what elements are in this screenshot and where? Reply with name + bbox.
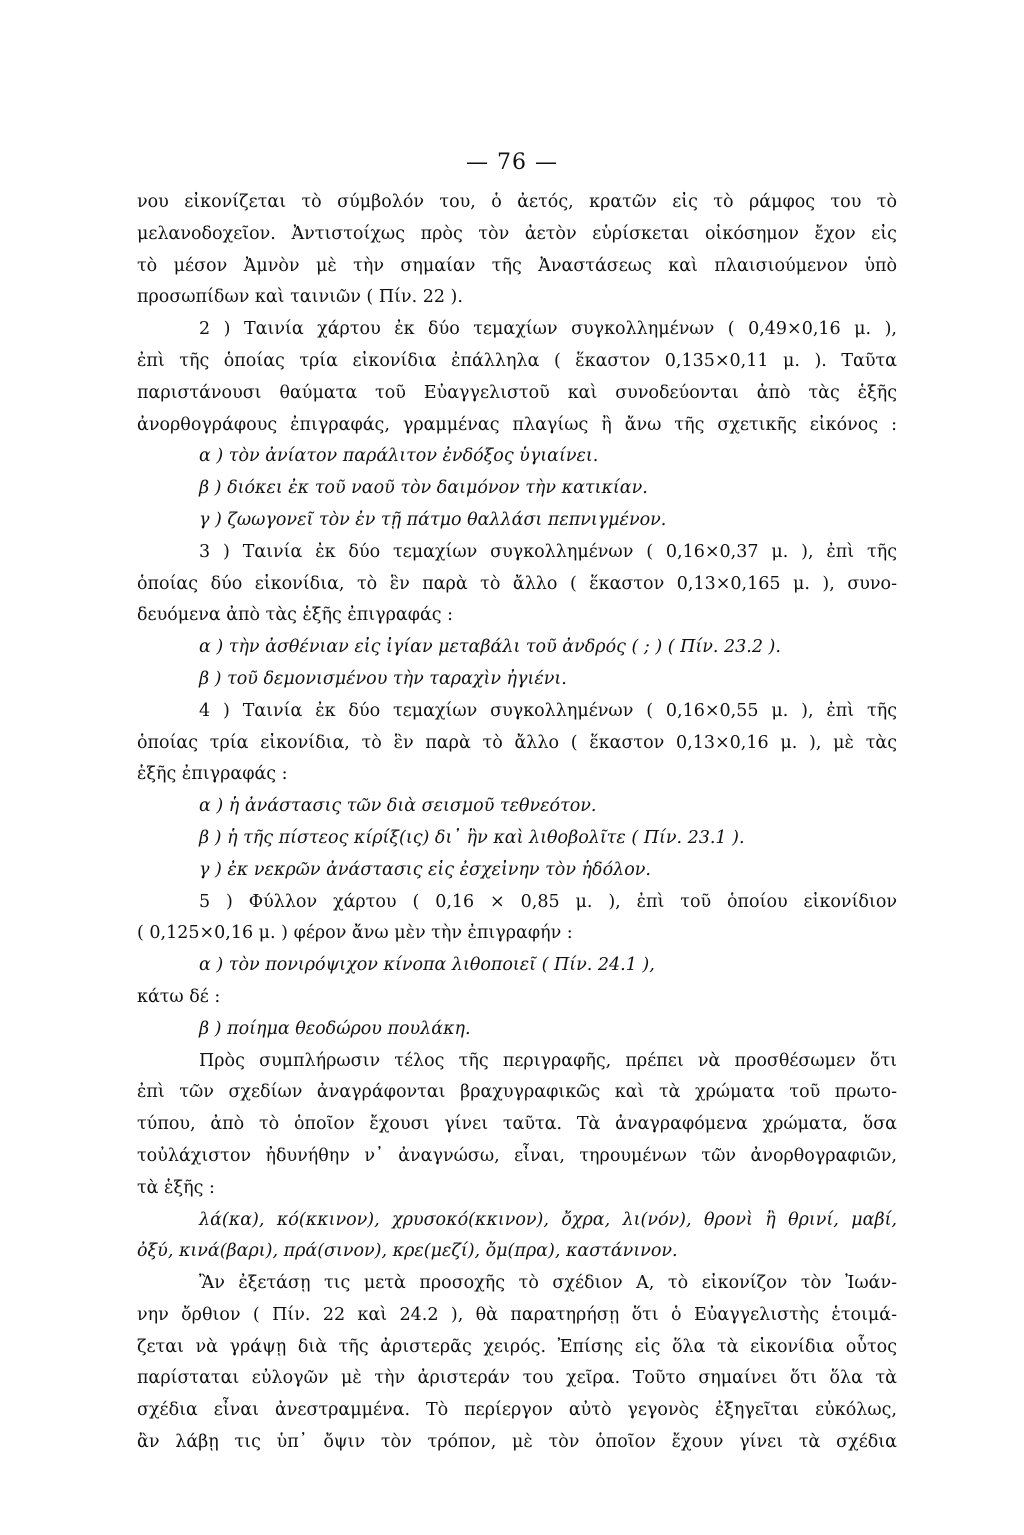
text-line: τοὐλάχιστον ἠδυνήθην ν᾽ ἀναγνώσω, εἶναι, τηρουμένων τῶν ἀνορθογραφιῶν,: [137, 1145, 897, 1166]
text-line: ὁποίας δύο εἰκονίδια, τὸ ἓν παρὰ τὸ ἄλλο ( ἕκαστον 0,13×0,165 μ. ), συνο-: [137, 573, 897, 594]
text-line: ἐπὶ τῆς ὁποίας τρία εἰκονίδια ἐπάλληλα ( ἕκαστον 0,135×0,11 μ. ). Ταῦτα: [137, 350, 897, 371]
text-line: μελανοδοχεῖον. Ἀντιστοίχως πρὸς τὸν ἀετὸν εὑρίσκεται οἰκόσημον ἔχον εἰς: [137, 223, 897, 244]
text-line: ἐπὶ τῶν σχεδίων ἀναγράφονται βραχυγραφικῶς καὶ τὰ χρώματα τοῦ πρωτο-: [137, 1082, 897, 1103]
inscription-line: β ) τοῦ δεμονισμένου τὴν ταραχὶν ἠγιένι.: [199, 668, 567, 689]
page-number: — 76 —: [466, 150, 558, 175]
inscription-line: α ) ἡ ἀνάστασις τῶν διὰ σεισμοῦ τεθνεότον.: [199, 796, 597, 817]
text-line: νην ὄρθιον ( Πίν. 22 καὶ 24.2 ), θὰ παρατηρήσῃ ὅτι ὁ Εὐαγγελιστὴς ἑτοιμά-: [137, 1304, 897, 1325]
inscription-line: α ) τὴν ἀσθένιαν εἰς ἰγίαν μεταβάλι τοῦ ἀνδρός ( ; ) ( Πίν. 23.2 ).: [199, 637, 781, 658]
body-text: [137, 187, 897, 1459]
inscription-line: β ) ἡ τῆς πίστεος κίρίξ(ις) δι᾽ ἣν καὶ λιθοβολῖτε ( Πίν. 23.1 ).: [199, 827, 745, 848]
text-line: 3 ) Ταινία ἐκ δύο τεμαχίων συγκολλημένων ( 0,16×0,37 μ. ), ἐπὶ τῆς: [199, 541, 897, 562]
inscription-line: α ) τὸν ἀνίατον παράλιτον ἐνδόξος ὑγιαίνει.: [199, 446, 599, 467]
text-line: 4 ) Ταινία ἐκ δύο τεμαχίων συγκολλημένων ( 0,16×0,55 μ. ), ἐπὶ τῆς: [199, 700, 897, 721]
text-line: κάτω δέ :: [137, 986, 221, 1007]
text-line: Πρὸς συμπλήρωσιν τέλος τῆς περιγραφῆς, πρέπει νὰ προσθέσωμεν ὅτι: [199, 1050, 897, 1071]
text-line: ( 0,125×0,16 μ. ) φέρον ἄνω μὲν τὴν ἐπιγραφήν :: [137, 923, 573, 944]
text-line: τύπου, ἀπὸ τὸ ὁποῖον ἔχουσι γίνει ταῦτα. Τὰ ἀναγραφόμενα χρώματα, ὅσα: [137, 1114, 897, 1135]
inscription-line: γ ) ἐκ νεκρῶν ἀνάστασις εἰς ἐσχεἰνην τὸν ἡδόλον.: [199, 859, 651, 880]
text-line: προσωπίδων καὶ ταινιῶν ( Πίν. 22 ).: [137, 287, 463, 308]
text-line: ἑξῆς ἐπιγραφάς :: [137, 764, 288, 785]
inscription-line: β ) ποίημα θεοδώρου πουλάκη.: [199, 1018, 471, 1039]
text-line: 5 ) Φύλλον χάρτου ( 0,16 × 0,85 μ. ), ἐπὶ τοῦ ὁποίου εἰκονίδιον: [199, 891, 897, 912]
text-line: 2 ) Ταινία χάρτου ἐκ δύο τεμαχίων συγκολλημένων ( 0,49×0,16 μ. ),: [199, 319, 897, 340]
text-line: Ἂν ἐξετάσῃ τις μετὰ προσοχῆς τὸ σχέδιον Α, τὸ εἰκονίζον τὸν Ἰωάν-: [199, 1273, 897, 1294]
text-line: δευόμενα ἀπὸ τὰς ἑξῆς ἐπιγραφάς :: [137, 605, 454, 626]
color-list-line: ὀξύ, κινά(βαρι), πρά(σινον), κρε(μεζί), ὄμ(πρα), καστάνινον.: [137, 1241, 678, 1262]
text-line: παρίσταται εὐλογῶν μὲ τὴν ἀριστεράν του χεῖρα. Τοῦτο σημαίνει ὅτι ὅλα τὰ: [137, 1368, 897, 1389]
inscription-line: γ ) ζωωγονεῖ τὸν ἐν τῇ πάτμο θαλλάσι πεπνιγμένον.: [199, 509, 667, 530]
text-line: ἀνορθογράφους ἐπιγραφάς, γραμμένας πλαγίως ἢ ἄνω τῆς σχετικῆς εἰκόνος :: [137, 414, 897, 435]
text-line: τὰ ἑξῆς :: [137, 1177, 215, 1198]
text-line: τὸ μέσον Ἀμνὸν μὲ τὴν σημαίαν τῆς Ἀναστάσεως καὶ πλαισιούμενον ὑπὸ: [137, 255, 897, 276]
text-line: σχέδια εἶναι ἀνεστραμμένα. Τὸ περίεργον αὐτὸ γεγονὸς ἐξηγεῖται εὐκόλως,: [137, 1400, 897, 1421]
inscription-line: α ) τὸν πονιρόψιχον κίνοπα λιθοποιεῖ ( Πίν. 24.1 ),: [199, 955, 655, 976]
text-line: παριστάνουσι θαύματα τοῦ Εὐαγγελιστοῦ καὶ συνοδεύονται ἀπὸ τὰς ἑξῆς: [137, 382, 897, 403]
text-line: ὁποίας τρία εἰκονίδια, τὸ ἓν παρὰ τὸ ἄλλο ( ἕκαστον 0,13×0,16 μ. ), μὲ τὰς: [137, 732, 897, 753]
text-line: ἂν λάβῃ τις ὑπ᾽ ὄψιν τὸν τρόπον, μὲ τὸν ὁποῖον ἔχουν γίνει τὰ σχέδια: [137, 1432, 897, 1453]
text-line: ζεται νὰ γράψῃ διὰ τῆς ἀριστερᾶς χειρός. Ἐπίσης εἰς ὅλα τὰ εἰκονίδια οὗτος: [137, 1336, 897, 1357]
color-list-line: λά(κα), κό(κκινον), χρυσοκό(κκινον), ὄχρα, λι(νόν), θρονὶ ἢ θρινί, μαβί,: [199, 1209, 897, 1230]
inscription-line: β ) διόκει ἐκ τοῦ ναοῦ τὸν δαιμόνον τὴν κατικίαν.: [199, 478, 648, 499]
text-line: νου εἰκονίζεται τὸ σύμβολόν του, ὁ ἀετός, κρατῶν εἰς τὸ ράμφος του τὸ: [137, 192, 897, 212]
